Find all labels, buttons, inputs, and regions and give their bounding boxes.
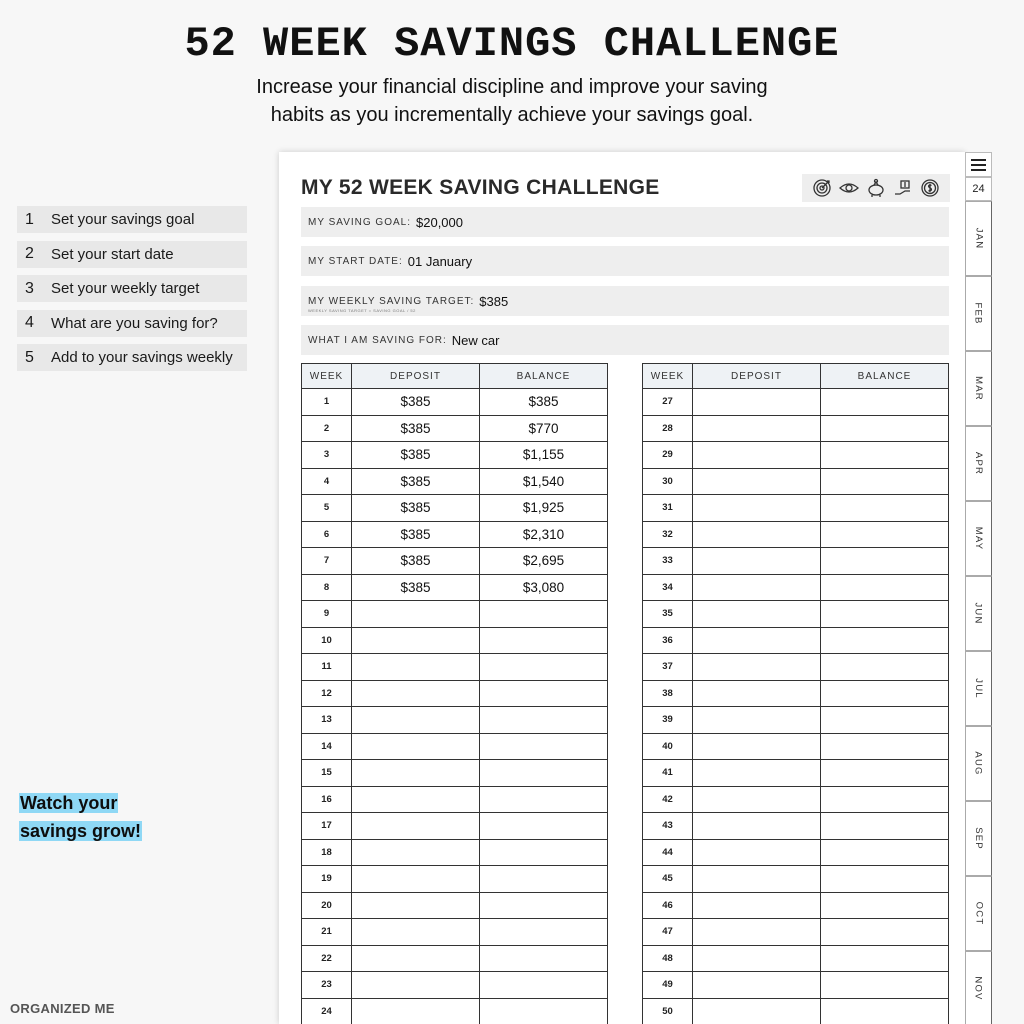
month-tab-jul[interactable] bbox=[965, 651, 992, 726]
balance-cell[interactable]: $770 bbox=[480, 415, 608, 442]
month-tab-label: SEP bbox=[972, 827, 984, 850]
step-number: 2 bbox=[25, 245, 34, 262]
balance-cell[interactable]: $1,155 bbox=[480, 442, 608, 469]
balance-cell[interactable] bbox=[480, 813, 608, 840]
week-cell: 3 bbox=[302, 442, 352, 469]
balance-cell[interactable]: $1,925 bbox=[480, 495, 608, 522]
table-row bbox=[643, 972, 949, 999]
week-cell: 16 bbox=[302, 786, 352, 813]
deposit-cell[interactable] bbox=[693, 415, 821, 442]
month-tab-label: MAY bbox=[972, 526, 984, 551]
table-row bbox=[302, 786, 608, 813]
table-row bbox=[302, 919, 608, 946]
week-cell: 8 bbox=[302, 574, 352, 601]
step-label: Set your weekly target bbox=[51, 280, 200, 297]
week-cell: 17 bbox=[302, 813, 352, 840]
month-tab-aug[interactable] bbox=[965, 726, 992, 801]
week-cell: 44 bbox=[643, 839, 693, 866]
week-cell: 41 bbox=[643, 760, 693, 787]
table-row bbox=[302, 892, 608, 919]
table-row bbox=[302, 415, 608, 442]
table-row bbox=[643, 707, 949, 734]
deposit-cell[interactable]: $385 bbox=[352, 415, 480, 442]
deposit-cell[interactable] bbox=[352, 919, 480, 946]
month-tab-label: JUN bbox=[972, 602, 984, 625]
deposit-cell[interactable] bbox=[693, 521, 821, 548]
month-tab-sep[interactable] bbox=[965, 801, 992, 876]
deposit-cell[interactable] bbox=[693, 866, 821, 893]
table-row bbox=[302, 733, 608, 760]
deposit-cell[interactable] bbox=[352, 813, 480, 840]
deposit-cell[interactable] bbox=[693, 839, 821, 866]
deposit-cell[interactable] bbox=[693, 733, 821, 760]
balance-cell[interactable] bbox=[480, 680, 608, 707]
deposit-cell[interactable] bbox=[693, 574, 821, 601]
subtitle-line-2: habits as you incrementally achieve your savings goal. bbox=[270, 104, 754, 126]
deposit-cell[interactable] bbox=[352, 707, 480, 734]
balance-cell[interactable] bbox=[821, 415, 949, 442]
deposit-cell[interactable] bbox=[352, 601, 480, 628]
weeks-table-left bbox=[301, 363, 608, 1024]
deposit-cell[interactable] bbox=[693, 389, 821, 416]
column-header-week: WEEK bbox=[302, 364, 352, 389]
deposit-cell[interactable] bbox=[352, 839, 480, 866]
saving-for-label: WHAT I AM SAVING FOR: bbox=[308, 334, 447, 346]
deposit-cell[interactable] bbox=[352, 998, 480, 1024]
week-cell: 48 bbox=[643, 945, 693, 972]
deposit-cell[interactable] bbox=[352, 733, 480, 760]
balance-cell[interactable] bbox=[821, 601, 949, 628]
week-cell: 31 bbox=[643, 495, 693, 522]
money-hand-icon[interactable] bbox=[893, 178, 913, 198]
column-header-deposit: DEPOSIT bbox=[693, 364, 821, 389]
week-cell: 28 bbox=[643, 415, 693, 442]
week-cell: 42 bbox=[643, 786, 693, 813]
balance-cell[interactable]: $385 bbox=[480, 389, 608, 416]
deposit-cell[interactable] bbox=[693, 627, 821, 654]
table-row bbox=[643, 495, 949, 522]
month-tab-may[interactable] bbox=[965, 501, 992, 576]
week-cell: 45 bbox=[643, 866, 693, 893]
week-cell: 39 bbox=[643, 707, 693, 734]
balance-cell[interactable] bbox=[821, 945, 949, 972]
step-item bbox=[17, 206, 247, 233]
balance-cell[interactable] bbox=[821, 892, 949, 919]
start-date-field[interactable] bbox=[301, 246, 949, 276]
week-cell: 14 bbox=[302, 733, 352, 760]
deposit-cell[interactable]: $385 bbox=[352, 442, 480, 469]
deposit-cell[interactable] bbox=[693, 680, 821, 707]
table-row bbox=[302, 389, 608, 416]
balance-cell[interactable] bbox=[480, 998, 608, 1024]
saving-goal-label: MY SAVING GOAL: bbox=[308, 216, 411, 228]
table-row bbox=[643, 601, 949, 628]
week-cell: 43 bbox=[643, 813, 693, 840]
balance-cell[interactable] bbox=[821, 707, 949, 734]
table-row bbox=[302, 442, 608, 469]
week-cell: 30 bbox=[643, 468, 693, 495]
weekly-target-field[interactable] bbox=[301, 286, 949, 316]
month-tab-label: OCT bbox=[973, 901, 984, 926]
balance-cell[interactable] bbox=[480, 972, 608, 999]
year-tab[interactable]: 24 bbox=[965, 177, 992, 201]
start-date-label: MY START DATE: bbox=[308, 255, 403, 267]
deposit-cell[interactable] bbox=[693, 998, 821, 1024]
balance-cell[interactable]: $2,695 bbox=[480, 548, 608, 575]
table-row bbox=[643, 389, 949, 416]
deposit-cell[interactable] bbox=[693, 813, 821, 840]
table-row bbox=[643, 839, 949, 866]
balance-cell[interactable] bbox=[480, 733, 608, 760]
deposit-cell[interactable] bbox=[352, 680, 480, 707]
target-icon[interactable] bbox=[812, 178, 832, 198]
week-cell: 32 bbox=[643, 521, 693, 548]
coin-icon[interactable] bbox=[920, 178, 940, 198]
deposit-cell[interactable] bbox=[693, 442, 821, 469]
deposit-cell[interactable] bbox=[352, 945, 480, 972]
balance-cell[interactable] bbox=[821, 760, 949, 787]
table-row bbox=[643, 415, 949, 442]
balance-cell[interactable] bbox=[821, 813, 949, 840]
table-row bbox=[643, 866, 949, 893]
deposit-cell[interactable] bbox=[693, 972, 821, 999]
table-row bbox=[302, 521, 608, 548]
week-cell: 36 bbox=[643, 627, 693, 654]
deposit-cell[interactable] bbox=[693, 548, 821, 575]
step-number: 5 bbox=[25, 348, 34, 366]
callout-text bbox=[19, 789, 142, 845]
table-row bbox=[643, 548, 949, 575]
step-item bbox=[17, 344, 247, 371]
month-tab-label: MAR bbox=[973, 376, 984, 401]
saving-for-value: New car bbox=[451, 332, 500, 348]
balance-cell[interactable] bbox=[821, 548, 949, 575]
weekly-target-note: WEEKLY SAVING TARGET = SAVING GOAL / 52 bbox=[308, 308, 416, 313]
balance-cell[interactable] bbox=[480, 601, 608, 628]
month-tab-oct[interactable] bbox=[965, 876, 992, 951]
month-tab-jun[interactable] bbox=[965, 576, 992, 651]
table-row bbox=[302, 574, 608, 601]
week-cell: 12 bbox=[302, 680, 352, 707]
deposit-cell[interactable] bbox=[693, 892, 821, 919]
table-row bbox=[302, 866, 608, 893]
page-subtitle bbox=[212, 73, 812, 129]
step-item bbox=[17, 310, 247, 337]
column-header-balance: BALANCE bbox=[821, 364, 949, 389]
deposit-cell[interactable] bbox=[693, 760, 821, 787]
month-tab-mar[interactable] bbox=[965, 351, 992, 426]
deposit-cell[interactable]: $385 bbox=[352, 548, 480, 575]
week-cell: 1 bbox=[302, 389, 352, 416]
balance-cell[interactable] bbox=[821, 442, 949, 469]
brand-logo-text: ORGANIZED ME bbox=[10, 1001, 115, 1016]
weekly-target-value: $385 bbox=[479, 293, 509, 309]
icon-toolbar bbox=[802, 174, 950, 202]
table-row bbox=[302, 680, 608, 707]
balance-cell[interactable] bbox=[480, 919, 608, 946]
start-date-value: 01 January bbox=[407, 253, 473, 269]
step-label: Add to your savings weekly bbox=[51, 349, 233, 366]
week-cell: 38 bbox=[643, 680, 693, 707]
balance-cell[interactable] bbox=[821, 866, 949, 893]
week-cell: 29 bbox=[643, 442, 693, 469]
deposit-cell[interactable] bbox=[352, 892, 480, 919]
week-cell: 6 bbox=[302, 521, 352, 548]
balance-cell[interactable] bbox=[821, 733, 949, 760]
weekly-target-label: MY WEEKLY SAVING TARGET: bbox=[308, 295, 475, 307]
week-cell: 24 bbox=[302, 998, 352, 1024]
month-tab-label: JUL bbox=[973, 678, 984, 699]
month-tab-apr[interactable] bbox=[965, 426, 992, 501]
table-row bbox=[643, 892, 949, 919]
table-row bbox=[643, 813, 949, 840]
deposit-cell[interactable] bbox=[693, 495, 821, 522]
week-cell: 40 bbox=[643, 733, 693, 760]
week-cell: 9 bbox=[302, 601, 352, 628]
balance-cell[interactable] bbox=[821, 521, 949, 548]
week-cell: 5 bbox=[302, 495, 352, 522]
menu-icon[interactable] bbox=[965, 152, 992, 177]
table-row bbox=[643, 945, 949, 972]
week-cell: 15 bbox=[302, 760, 352, 787]
month-tab-label: AUG bbox=[973, 751, 984, 776]
table-row bbox=[643, 919, 949, 946]
table-row bbox=[643, 468, 949, 495]
deposit-cell[interactable]: $385 bbox=[352, 574, 480, 601]
week-cell: 4 bbox=[302, 468, 352, 495]
balance-cell[interactable] bbox=[480, 892, 608, 919]
table-row bbox=[643, 998, 949, 1024]
week-cell: 34 bbox=[643, 574, 693, 601]
deposit-cell[interactable] bbox=[693, 786, 821, 813]
week-cell: 22 bbox=[302, 945, 352, 972]
balance-cell[interactable] bbox=[821, 654, 949, 681]
step-item bbox=[17, 275, 247, 302]
table-row bbox=[302, 813, 608, 840]
table-row bbox=[302, 839, 608, 866]
week-cell: 18 bbox=[302, 839, 352, 866]
week-cell: 20 bbox=[302, 892, 352, 919]
deposit-cell[interactable]: $385 bbox=[352, 389, 480, 416]
balance-cell[interactable] bbox=[821, 972, 949, 999]
month-tab-label: FEB bbox=[972, 302, 984, 325]
balance-cell[interactable] bbox=[480, 945, 608, 972]
weeks-table-right bbox=[642, 363, 949, 1024]
step-item bbox=[17, 241, 247, 268]
week-cell: 21 bbox=[302, 919, 352, 946]
table-row bbox=[643, 680, 949, 707]
column-header-deposit: DEPOSIT bbox=[352, 364, 480, 389]
planner-title: MY 52 WEEK SAVING CHALLENGE bbox=[301, 176, 660, 199]
balance-cell[interactable] bbox=[821, 786, 949, 813]
balance-cell[interactable] bbox=[821, 839, 949, 866]
deposit-cell[interactable]: $385 bbox=[352, 495, 480, 522]
week-cell: 50 bbox=[643, 998, 693, 1024]
month-sidebar bbox=[965, 152, 992, 1024]
table-row bbox=[643, 786, 949, 813]
step-number: 4 bbox=[25, 314, 34, 331]
month-tab-label: APR bbox=[972, 451, 984, 476]
balance-cell[interactable] bbox=[821, 495, 949, 522]
deposit-cell[interactable] bbox=[352, 972, 480, 999]
column-header-balance: BALANCE bbox=[480, 364, 608, 389]
balance-cell[interactable] bbox=[821, 627, 949, 654]
saving-goal-field[interactable] bbox=[301, 207, 949, 237]
balance-cell[interactable] bbox=[821, 998, 949, 1024]
saving-for-field[interactable] bbox=[301, 325, 949, 355]
table-row bbox=[643, 521, 949, 548]
week-cell: 7 bbox=[302, 548, 352, 575]
balance-cell[interactable]: $3,080 bbox=[480, 574, 608, 601]
balance-cell[interactable] bbox=[480, 760, 608, 787]
table-row bbox=[643, 442, 949, 469]
step-label: Set your savings goal bbox=[51, 211, 195, 228]
week-cell: 35 bbox=[643, 601, 693, 628]
balance-cell[interactable] bbox=[480, 786, 608, 813]
table-row bbox=[302, 627, 608, 654]
table-row bbox=[302, 972, 608, 999]
week-cell: 33 bbox=[643, 548, 693, 575]
balance-cell[interactable] bbox=[480, 654, 608, 681]
table-row bbox=[302, 945, 608, 972]
deposit-cell[interactable] bbox=[693, 601, 821, 628]
steps-list bbox=[17, 206, 247, 379]
month-tab-feb[interactable] bbox=[965, 276, 992, 351]
week-cell: 27 bbox=[643, 389, 693, 416]
balance-cell[interactable] bbox=[480, 707, 608, 734]
week-cell: 37 bbox=[643, 654, 693, 681]
deposit-cell[interactable] bbox=[352, 786, 480, 813]
step-number: 1 bbox=[25, 210, 34, 228]
balance-cell[interactable]: $1,540 bbox=[480, 468, 608, 495]
callout-line-2: savings grow! bbox=[20, 821, 142, 841]
planner-page bbox=[279, 152, 965, 1024]
month-tab-jan[interactable] bbox=[965, 201, 992, 276]
deposit-cell[interactable] bbox=[693, 654, 821, 681]
month-tab-nov[interactable] bbox=[965, 951, 992, 1024]
table-row bbox=[643, 760, 949, 787]
column-header-week: WEEK bbox=[643, 364, 693, 389]
balance-cell[interactable] bbox=[480, 627, 608, 654]
deposit-cell[interactable] bbox=[693, 919, 821, 946]
table-row bbox=[302, 654, 608, 681]
week-cell: 49 bbox=[643, 972, 693, 999]
month-tab-label: JAN bbox=[973, 227, 984, 250]
deposit-cell[interactable] bbox=[693, 945, 821, 972]
table-row bbox=[302, 495, 608, 522]
table-row bbox=[302, 760, 608, 787]
balance-cell[interactable] bbox=[480, 839, 608, 866]
balance-cell[interactable] bbox=[821, 574, 949, 601]
table-row bbox=[302, 707, 608, 734]
week-cell: 46 bbox=[643, 892, 693, 919]
week-cell: 10 bbox=[302, 627, 352, 654]
table-row bbox=[302, 601, 608, 628]
table-row bbox=[643, 627, 949, 654]
balance-cell[interactable] bbox=[821, 468, 949, 495]
balance-cell[interactable] bbox=[821, 389, 949, 416]
eye-icon[interactable] bbox=[839, 178, 859, 198]
balance-cell[interactable] bbox=[821, 680, 949, 707]
week-cell: 23 bbox=[302, 972, 352, 999]
table-row bbox=[302, 998, 608, 1024]
step-label: What are you saving for? bbox=[51, 314, 218, 332]
table-row bbox=[302, 468, 608, 495]
month-tab-label: NOV bbox=[973, 976, 984, 1001]
week-cell: 2 bbox=[302, 415, 352, 442]
deposit-cell[interactable] bbox=[352, 654, 480, 681]
piggy-bank-icon[interactable] bbox=[866, 178, 886, 198]
balance-cell[interactable] bbox=[821, 919, 949, 946]
deposit-cell[interactable] bbox=[693, 468, 821, 495]
page-title: 52 WEEK SAVINGS CHALLENGE bbox=[184, 20, 840, 68]
step-number: 3 bbox=[25, 279, 34, 297]
table-row bbox=[302, 548, 608, 575]
subtitle-line-1: Increase your financial discipline and improve your saving bbox=[256, 76, 768, 98]
deposit-cell[interactable] bbox=[693, 707, 821, 734]
step-label: Set your start date bbox=[51, 245, 174, 263]
table-row bbox=[643, 654, 949, 681]
callout-line-1: Watch your bbox=[20, 793, 118, 813]
balance-cell[interactable] bbox=[480, 866, 608, 893]
balance-cell[interactable]: $2,310 bbox=[480, 521, 608, 548]
deposit-cell[interactable] bbox=[352, 627, 480, 654]
week-cell: 19 bbox=[302, 866, 352, 893]
week-cell: 11 bbox=[302, 654, 352, 681]
table-row bbox=[643, 733, 949, 760]
deposit-cell[interactable]: $385 bbox=[352, 468, 480, 495]
deposit-cell[interactable] bbox=[352, 760, 480, 787]
table-row bbox=[643, 574, 949, 601]
saving-goal-value: $20,000 bbox=[416, 214, 463, 230]
week-cell: 13 bbox=[302, 707, 352, 734]
deposit-cell[interactable] bbox=[352, 866, 480, 893]
week-cell: 47 bbox=[643, 919, 693, 946]
deposit-cell[interactable]: $385 bbox=[352, 521, 480, 548]
